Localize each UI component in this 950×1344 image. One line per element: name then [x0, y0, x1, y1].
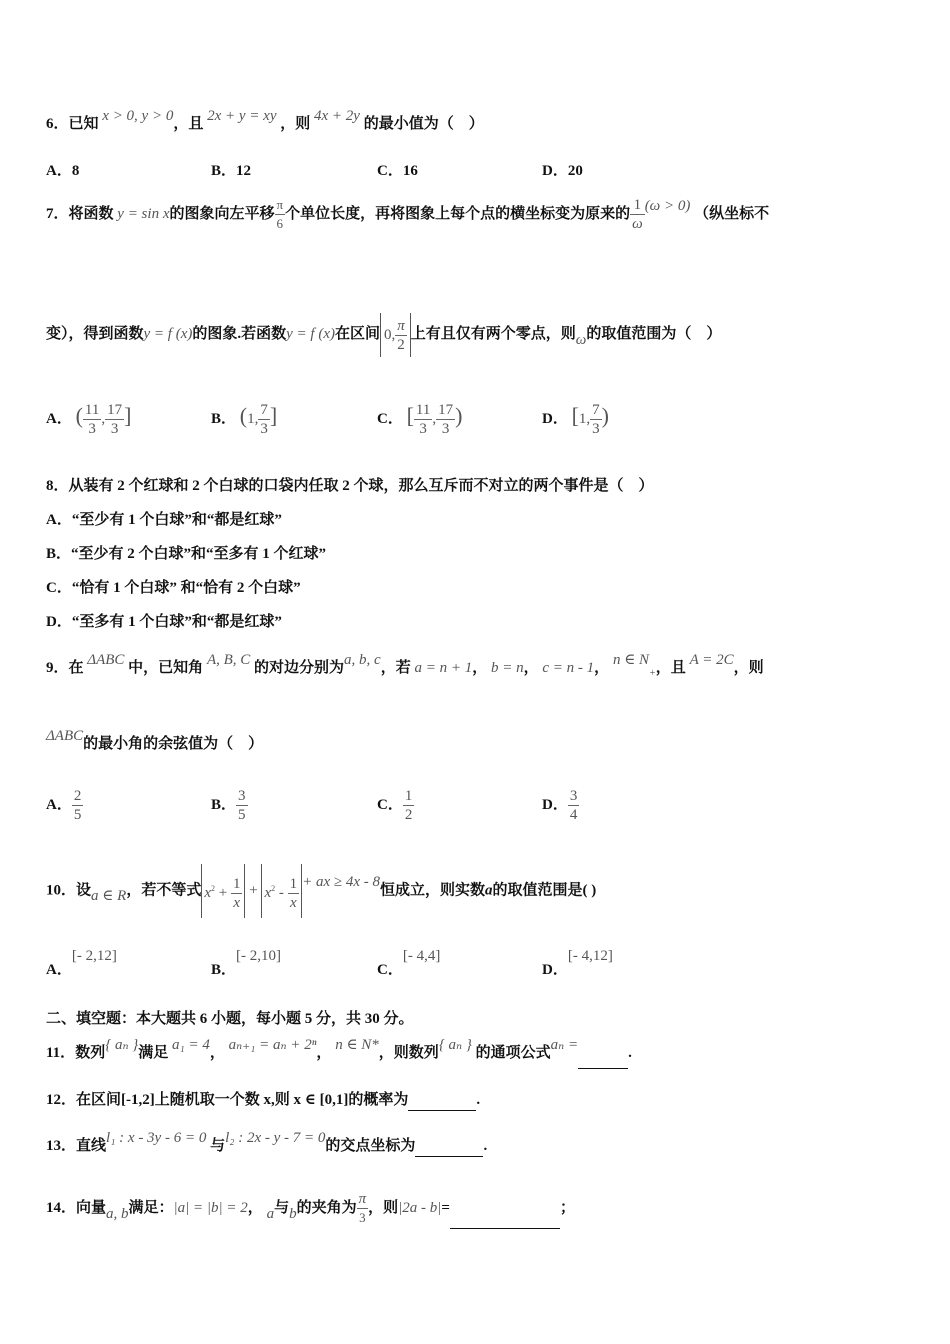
q6-option-a[interactable]: A．8	[46, 163, 80, 179]
q11-number: 11．	[46, 1045, 76, 1061]
q13-stem: 13．直线l₁ : x - 3y - 6 = 0 与l₂ : 2x - y - 7 = 0的交点坐标为 .	[46, 1136, 487, 1157]
q10-tail: + ax ≥ 4x - 8	[302, 874, 381, 891]
q14-expression: |2a - b|	[398, 1200, 442, 1216]
q6-expression: 4x + 2y	[314, 108, 360, 124]
q14-angle: $\frac{\pi}{3}$	[358, 1191, 367, 1226]
q7-function: y = sin x	[117, 206, 170, 222]
q7-option-c[interactable]: C． [ $\frac{11}{3}$ , $\frac{17}{3}$ )	[377, 402, 463, 438]
q10-stem: 10．设a ∈ R，若不等式 $x^2$ + $\frac{1}{x}$ + $x^2$ - $\frac{1}{x}$ + ax ≥ 4x - 8恒成立，则实数a的取值范围是( )	[46, 864, 596, 918]
q9-triangle: ΔABC	[87, 652, 125, 668]
q9-option-b[interactable]: B． $\frac{3}{5}$	[211, 788, 246, 824]
q6-option-d[interactable]: D．20	[542, 163, 583, 179]
q14-number: 14．	[46, 1200, 77, 1216]
q14-vector-a: a	[266, 1206, 275, 1222]
q11-n-set: n ∈ N*	[335, 1037, 379, 1053]
q8-option-a[interactable]: A．“至少有 1 个白球”和“都是红球”	[46, 512, 282, 528]
q6-number: 6．	[46, 116, 69, 132]
q7-stem-line1: 7．将函数 y = sin x的图象向左平移 $\frac{\pi}{6}$ 个单位长度，再将图象上每个点的横坐标变为原来的 $\frac{1}{\omega}$ (ω > 0) （纵坐标不	[46, 197, 770, 233]
q10-option-d[interactable]: D．[- 4,12]	[542, 948, 613, 978]
q11-sequence: { aₙ }	[105, 1037, 139, 1053]
q14-vector-b: b	[289, 1206, 297, 1222]
q9-angles: A, B, C	[206, 652, 251, 668]
q8-option-d[interactable]: D．“至多有 1 个白球”和“都是红球”	[46, 614, 282, 630]
q7-omega: ω	[575, 332, 587, 348]
q7-scale-fraction: $\frac{1}{\omega}$	[632, 197, 643, 233]
q7-option-b[interactable]: B． (1, $\frac{7}{3}$ ]	[211, 402, 278, 438]
section-2-heading: 二、填空题：本大题共 6 小题，每小题 5 分，共 30 分。	[46, 1011, 414, 1027]
q7-interval: 0, $\frac{\pi}{2}$	[380, 313, 411, 357]
q9-option-a[interactable]: A． $\frac{2}{5}$	[46, 788, 82, 824]
q10-number: 10．	[46, 882, 77, 899]
q10-a-in-r: a ∈ R	[91, 888, 127, 905]
q11-an: aₙ =	[550, 1037, 579, 1053]
q9-triangle-2: ΔABC	[46, 728, 84, 744]
q6-option-b[interactable]: B．12	[211, 163, 252, 179]
q10-abs-1: $x^2$ + $\frac{1}{x}$	[201, 864, 245, 918]
q11-answer-blank[interactable]	[578, 1038, 628, 1069]
q13-number: 13．	[46, 1138, 77, 1154]
q9-c-eq: c = n - 1	[542, 660, 595, 676]
q7-stem-line2: 变），得到函数y = f (x)的图象.若函数y = f (x)在区间 0, $\frac{\pi}{2}$ 上有且仅有两个零点，则ω的取值范围为（ ）	[46, 312, 721, 357]
q14-stem: 14．向量a, b满足：|a| = |b| = 2， a与b的夹角为 $\frac{\pi}{3}$ ，则|2a - b|= ；	[46, 1188, 575, 1229]
q9-number: 9．	[46, 660, 69, 676]
q10-abs-2: $x^2$ - $\frac{1}{x}$	[261, 864, 302, 918]
q8-option-c[interactable]: C．“恰有 1 个白球” 和“恰有 2 个白球”	[46, 580, 301, 596]
q9-a-eq: a = n + 1	[414, 660, 473, 676]
q13-line2: l₂ : 2x - y - 7 = 0	[225, 1130, 326, 1146]
q14-answer-blank[interactable]	[450, 1188, 560, 1229]
q7-scale-condition: (ω > 0)	[644, 198, 691, 214]
q9-option-d[interactable]: D． $\frac{3}{4}$	[542, 788, 578, 824]
q11-stem: 11．数列{ aₙ }满足 a₁ = 4， aₙ₊₁ = aₙ + 2ⁿ， n ∈ N*，则数列{ aₙ } 的通项公式aₙ = .	[46, 1038, 632, 1069]
q9-angle-eq: A = 2C	[689, 652, 734, 668]
q8-stem: 8．从装有 2 个红球和 2 个白球的口袋内任取 2 个球，那么互斥而不对立的两个事件是（ ）	[46, 478, 654, 494]
q7-number: 7．	[46, 206, 69, 222]
q12-stem: 12．在区间[-1,2]上随机取一个数 x,则 x ∈ [0,1]的概率为 .	[46, 1090, 480, 1111]
q9-n-set: n ∈ N	[612, 652, 650, 668]
q6-condition: x > 0, y > 0	[102, 108, 174, 124]
q14-vectors: a, b	[106, 1206, 129, 1222]
q6-option-c[interactable]: C．16	[377, 163, 418, 179]
q8-option-b[interactable]: B．“至少有 2 个白球”和“至多有 1 个红球”	[46, 546, 327, 562]
q9-sides: a, b, c	[344, 652, 381, 668]
q11-a1: a₁ = 4	[172, 1037, 210, 1053]
q9-b-eq: b = n	[491, 660, 524, 676]
q6-equation: 2x + y = xy	[207, 108, 277, 124]
q13-line1: l₁ : x - 3y - 6 = 0	[106, 1130, 207, 1146]
q6-stem: 6．已知 x > 0, y > 0，且 2x + y = xy ，则 4x + 2y 的最小值为（ ）	[46, 108, 484, 132]
q14-magnitudes: |a| = |b| = 2	[173, 1200, 248, 1216]
q12-answer-blank[interactable]	[408, 1090, 476, 1111]
q11-sequence-2: { aₙ }	[438, 1037, 472, 1053]
q7-shift-fraction: $\frac{\pi}{6}$	[276, 197, 284, 232]
q7-fx2: y = f (x)	[286, 326, 335, 342]
q9-stem-line2: ΔABC的最小角的余弦值为（ ）	[46, 728, 264, 752]
q10-option-b[interactable]: B．[- 2,10]	[211, 948, 282, 978]
q7-option-d[interactable]: D． [1, $\frac{7}{3}$ )	[542, 402, 609, 438]
q13-answer-blank[interactable]	[415, 1136, 483, 1157]
q9-option-c[interactable]: C． $\frac{1}{2}$	[377, 788, 413, 824]
q7-option-a[interactable]: A． ( $\frac{11}{3}$ , $\frac{17}{3}$ ]	[46, 402, 132, 438]
q7-fx1: y = f (x)	[143, 326, 193, 342]
q10-option-c[interactable]: C．[- 4,4]	[377, 948, 441, 978]
q10-option-a[interactable]: A．[- 2,12]	[46, 948, 117, 978]
q9-stem-line1: 9．在 ΔABC 中，已知角 A, B, C 的对边分别为a, b, c，若 a = n + 1， b = n， c = n - 1， n ∈ $N_+$，且 A = 2C，则	[46, 652, 764, 679]
q11-recurrence: aₙ₊₁ = aₙ + 2ⁿ	[228, 1037, 317, 1053]
